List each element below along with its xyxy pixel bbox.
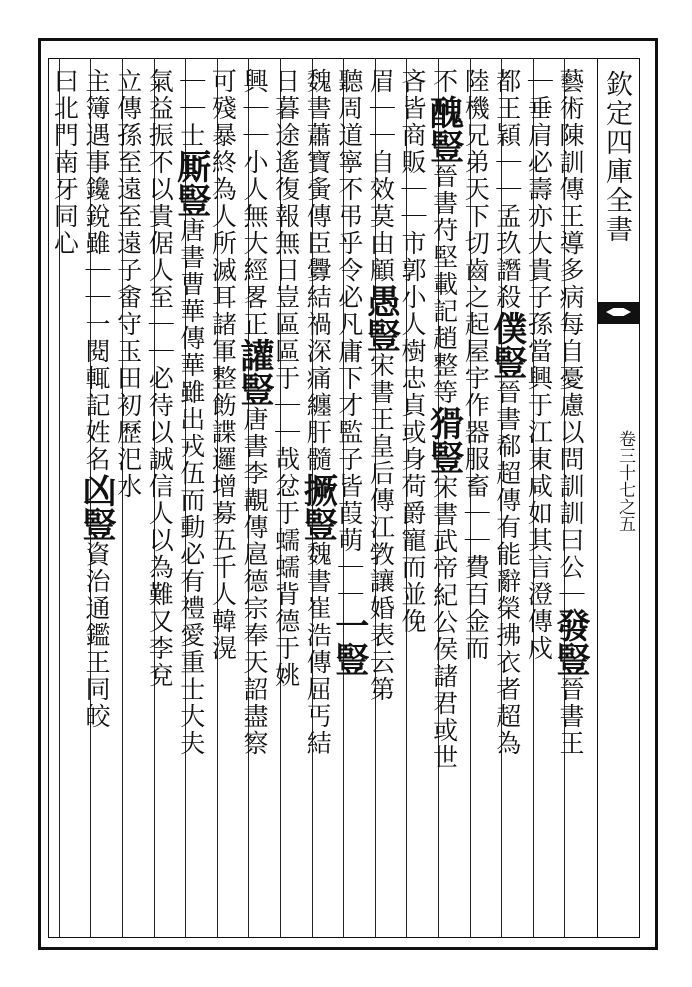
body-text: 忿于蠕蠕背德于姚 [271, 473, 301, 689]
body-text: ｜垂肩必壽亦大貴子孫當興于江東咸如其言 [524, 68, 554, 581]
body-text: 晉書王 [555, 676, 585, 757]
entry-headword: 撅豎 [297, 473, 338, 541]
body-text: 立傳孫至遠至遠子畬守玉田初歷汜水 [113, 68, 143, 500]
entry-headword: 凶豎 [75, 473, 116, 541]
body-text: 唐書曹華傳華雖出戎伍而動必有禮愛重士大夫 [176, 217, 206, 757]
page-left-margin [0, 38, 38, 950]
entry-headword: 一豎 [328, 608, 369, 676]
body-text: 之起屋宇作器服畜｜｜費百金而 [461, 284, 491, 662]
text-column [75, 68, 116, 936]
body-text: 資治通鑑王同皎 [81, 541, 111, 730]
body-text: 不 [429, 68, 459, 95]
text-column [233, 68, 274, 936]
text-column [360, 68, 401, 936]
text-column [396, 68, 428, 936]
body-text: 諸軍整飭諜邏增募五千人韓滉 [208, 311, 238, 662]
body-text: 晉書苻堅載記趙整等 [429, 163, 459, 406]
body-text: 魏書崔浩傳屈丐結 [303, 541, 333, 757]
entry-headword: 愚豎 [360, 284, 401, 352]
body-text: 吝 [397, 68, 427, 95]
body-text: 聽周道寧不弔乎 [334, 68, 364, 257]
body-text: ｜ [555, 581, 585, 608]
body-text: 宋書武帝紀公侯諸君或世 [429, 474, 459, 771]
body-text: 日暮途遙復報無日豈區區于｜｜哉 [271, 68, 301, 473]
entry-headword: 發豎 [549, 608, 590, 676]
body-text: 藝術陳訓傳王導多病每自憂慮以問訓訓曰公 [555, 68, 585, 581]
text-column [112, 68, 144, 936]
volume-label: 卷三十七之五 [615, 430, 635, 532]
text-column [423, 68, 464, 936]
text-column [549, 68, 590, 936]
body-text: 不以貴倨人至｜｜必待以誠信人以為難又李兗 [145, 149, 175, 689]
body-text: 陸機兄弟天下切齒 [461, 68, 491, 284]
text-column [297, 68, 338, 936]
entry-headword: 厮豎 [170, 149, 211, 217]
body-text: 皆商販｜｜市郭小人 [397, 95, 427, 338]
entry-headword: 讙豎 [233, 338, 274, 406]
text-column [170, 68, 211, 936]
text-column [523, 68, 555, 936]
body-text: 都王穎｜｜孟玖譖殺 [492, 68, 522, 311]
text-column [207, 68, 239, 936]
entry-headword: 猾豎 [423, 406, 464, 474]
text-column [328, 68, 369, 936]
body-text: 唐書李覯傳扈德宗奉天詔盡察 [239, 406, 269, 757]
entry-headword: 僕豎 [486, 311, 527, 379]
text-column [144, 68, 176, 936]
body-text: 眉｜｜自效莫由顧 [366, 68, 396, 284]
body-text: 氣益振 [145, 68, 175, 149]
body-text: 晉書郗超傳有能辭榮拂衣者超為 [492, 379, 522, 757]
body-text: 可殘暴終為人所滅耳 [208, 68, 238, 311]
text-column [460, 68, 492, 936]
body-text: 主簿遇事鑱銳雖｜｜一閱輒記姓名 [81, 68, 111, 473]
body-text: ｜｜士 [176, 68, 206, 149]
text-column [486, 68, 527, 936]
body-text: 樹忠貞或身荷爵寵而並俛 [397, 338, 427, 635]
body-text: 魏書蕭寶夤傳臣釁結禍深痛纏肝髓 [303, 68, 333, 473]
book-title: 欽定四庫全書 [601, 70, 632, 244]
text-column [49, 68, 81, 936]
body-text: 興｜｜小人無大經畧正 [239, 68, 269, 338]
body-text: 令必凡庸下才監子皆葭萌｜｜ [334, 257, 364, 608]
entry-headword: 醜豎 [423, 95, 464, 163]
fish-tail-mark-icon [598, 302, 639, 324]
text-column [270, 68, 302, 936]
body-text: 澄傳戍 [524, 581, 554, 662]
body-text: 曰北門南牙同心 [50, 68, 80, 257]
body-text: 宋書王皇后傳江敩讓婚表云第 [366, 352, 396, 703]
